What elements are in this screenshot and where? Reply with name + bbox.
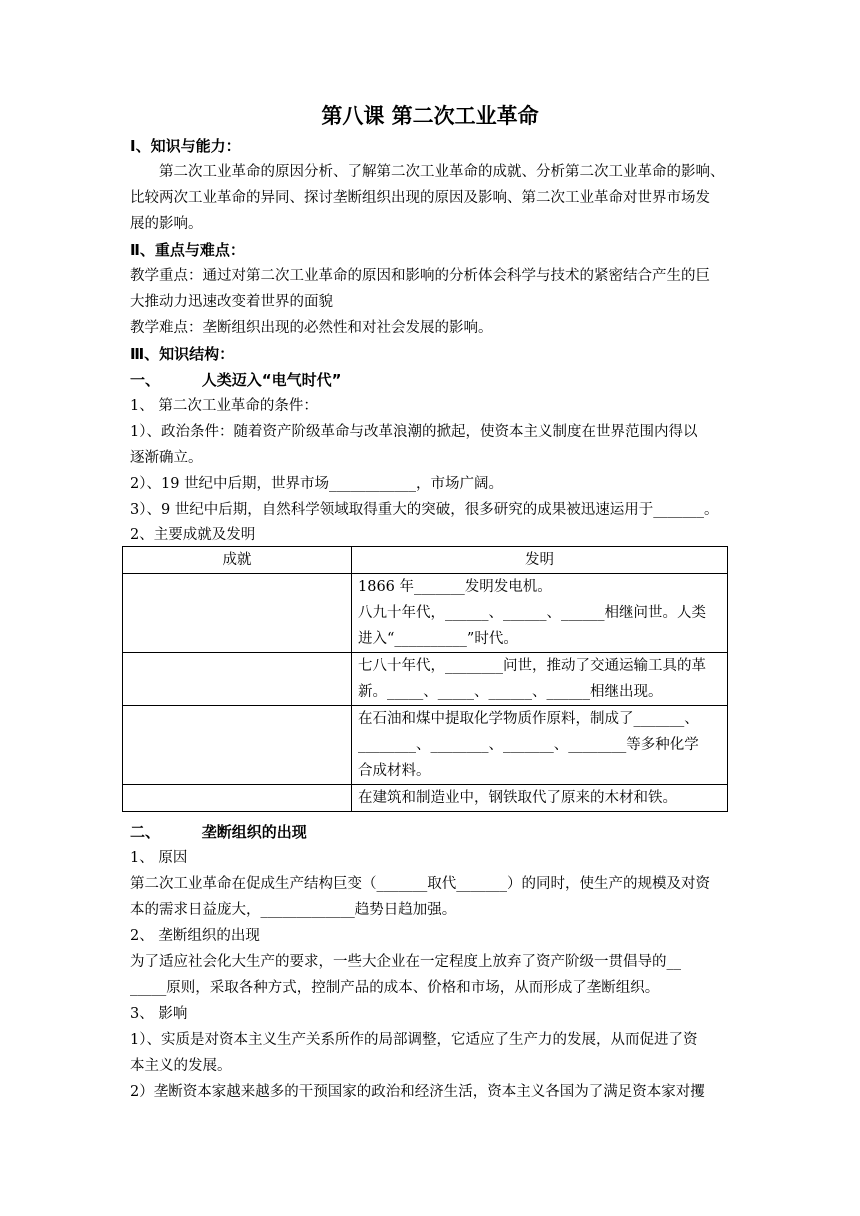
list-item: 2）、19 世纪中后期，世界市场____________，市场广阔。 <box>130 476 504 492</box>
table-cell-invention <box>352 785 728 812</box>
section-heading-key-points: Ⅱ、重点与难点： <box>130 241 245 259</box>
paragraph-line: 本主义的发展。 <box>130 1058 232 1074</box>
cell-line: 在石油和煤中提取化学物质作原料，制成了_______、 <box>358 711 699 727</box>
column-header-invention: 发明 <box>352 547 728 574</box>
paragraph-line: 大推动力迅速改变着世界的面貌 <box>130 294 333 310</box>
paragraph-line: 教学重点：通过对第二次工业革命的原因和影响的分析体会科学与技术的紧密结合产生的巨 <box>130 268 710 284</box>
list-item: 1）、政治条件：随着资产阶级革命与改革浪潮的掀起，使资本主义制度在世界范围内得以 <box>130 424 698 440</box>
paragraph-line: 第二次工业革命在促成生产结构巨变（_______取代_______）的同时，使生产的规模及对资 <box>130 876 710 892</box>
page-title: 第八课 第二次工业革命 <box>321 104 539 128</box>
cell-line: 合成材料。 <box>358 763 431 779</box>
table-cell-achievement <box>123 574 352 653</box>
list-item: 1、 第二次工业革命的条件： <box>130 398 318 414</box>
list-item: 逐渐确立。 <box>130 450 203 466</box>
section-heading-structure: Ⅲ、知识结构： <box>130 345 235 363</box>
table-row <box>123 574 728 653</box>
list-item: 2、主要成就及发明 <box>130 527 256 543</box>
achievements-table <box>122 546 728 812</box>
column-header-achievement: 成就 <box>123 547 352 574</box>
part-heading-electric-age: 一、 人类迈入“电气时代” <box>130 371 342 389</box>
table-header-row <box>123 547 728 574</box>
table-cell-achievement <box>123 653 352 706</box>
paragraph-line: 1）、实质是对资本主义生产关系所作的局部调整，它适应了生产力的发展，从而促进了资 <box>130 1032 698 1048</box>
paragraph-line: 为了适应社会化大生产的要求，一些大企业在一定程度上放弃了资产阶级一贯倡导的__ <box>130 954 681 970</box>
paragraph-line: 比较两次工业革命的异同、探讨垄断组织出现的原因及影响、第二次工业革命对世界市场发 <box>130 190 710 206</box>
table-row <box>123 785 728 812</box>
list-item: 3）、9 世纪中后期，自然科学领域取得重大的突破，很多研究的成果被迅速运用于_______。 <box>130 502 719 518</box>
table-row <box>123 706 728 785</box>
table-cell-invention <box>352 653 728 706</box>
table-cell-invention <box>352 574 728 653</box>
paragraph-line: 2）垄断资本家越来越多的干预国家的政治和经济生活，资本主义各国为了满足资本家对攫 <box>130 1084 705 1100</box>
cell-line: 七八十年代，________问世，推动了交通运输工具的革 <box>358 658 706 674</box>
paragraph-line: _____原则，采取各种方式，控制产品的成本、价格和市场，从而形成了垄断组织。 <box>130 980 660 996</box>
cell-line: 在建筑和制造业中，钢铁取代了原来的木材和铁。 <box>358 790 677 806</box>
cell-line: 新。_____、_____、______、______相继出现。 <box>358 684 663 700</box>
cell-line: 八九十年代，______、______、______相继问世。人类 <box>358 605 706 621</box>
table-cell-invention <box>352 706 728 785</box>
table-cell-achievement <box>123 785 352 812</box>
paragraph-line: 教学难点：垄断组织出现的必然性和对社会发展的影响。 <box>130 320 493 336</box>
paragraph-line: 本的需求日益庞大，_____________趋势日趋加强。 <box>130 902 457 918</box>
table-cell-achievement <box>123 706 352 785</box>
table-row <box>123 653 728 706</box>
cell-line: 进入“__________”时代。 <box>358 631 518 647</box>
paragraph-line: 展的影响。 <box>130 216 203 232</box>
cell-line: ________、________、_______、________等多种化学 <box>358 737 699 753</box>
list-item: 2、 垄断组织的出现 <box>130 928 260 944</box>
list-item: 3、 影响 <box>130 1006 188 1022</box>
part-heading-monopoly: 二、 垄断组织的出现 <box>130 823 307 841</box>
paragraph-line: 第二次工业革命的原因分析、了解第二次工业革命的成就、分析第二次工业革命的影响、 <box>159 164 725 180</box>
section-heading-knowledge: Ⅰ、知识与能力： <box>130 137 241 155</box>
cell-line: 1866 年_______发明发电机。 <box>358 579 552 595</box>
list-item: 1、 原因 <box>130 850 188 866</box>
